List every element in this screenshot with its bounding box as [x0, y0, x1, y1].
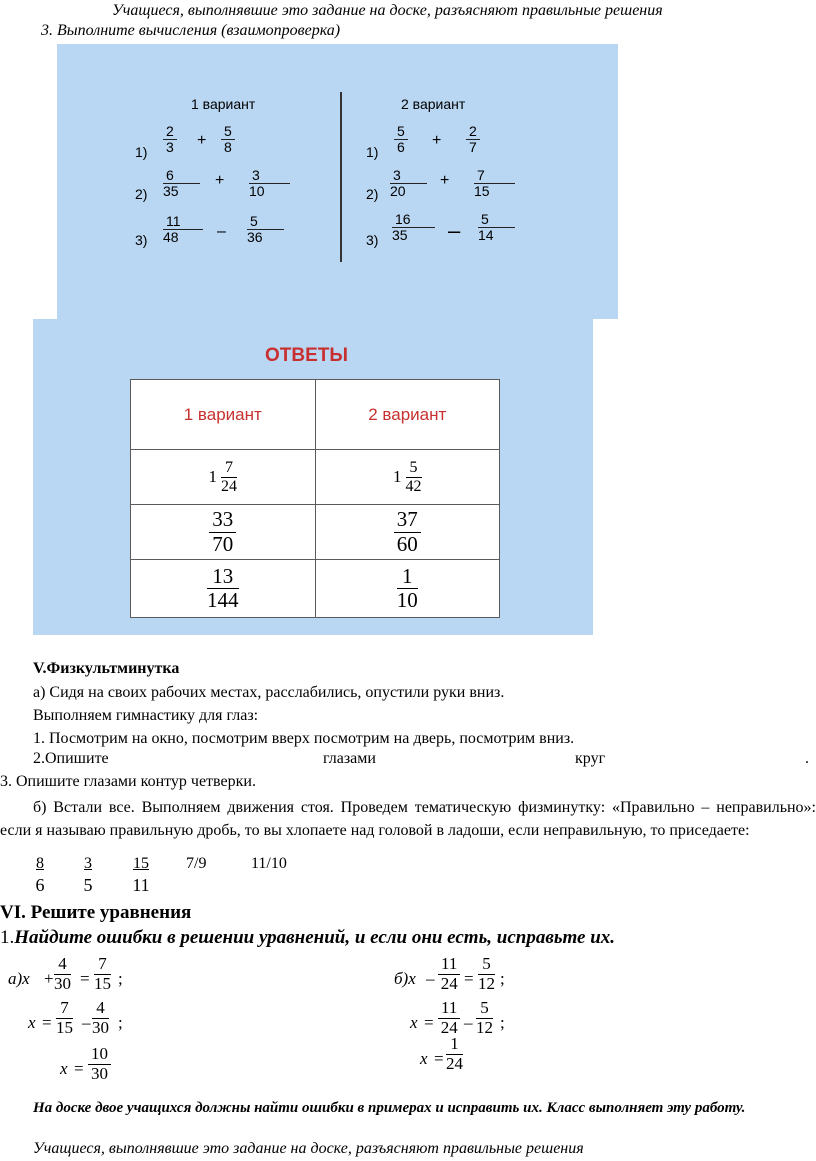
example-fraction: 15 11: [132, 855, 150, 895]
equation-a: а)x + $\frac{4}{30}$ = $\frac{7}{15}$ ; x = $\frac{7}{15}$ – $\frac{4}{30}$ ; x = $\frac{10}{30}$: [8, 954, 123, 1083]
footer-line: Учащиеся, выполнявшие это задание на доске, разъясняют правильные решения: [33, 1140, 584, 1157]
fraction-examples: [33, 855, 333, 897]
fraction: $\frac{6}{35}$: [163, 168, 200, 200]
answer-cell: $\frac{1}{10}$: [315, 560, 500, 618]
equation-b: б)x – $\frac{11}{24}$ = $\frac{5}{12}$ ; x = $\frac{11}{24}$ – $\frac{5}{12}$ ; x = $\frac{1}{24}$: [394, 954, 505, 1073]
variant-divider: [340, 92, 342, 262]
section6-task: 1.Найдите ошибки в решении уравнений, и если они есть, исправьте их.: [0, 927, 616, 948]
example-fraction-inline: 7/9: [186, 855, 207, 872]
tasks-panel: [57, 44, 618, 319]
answer-cell: $\frac{37}{60}$: [315, 505, 500, 560]
fraction: $\frac{3}{20}$: [390, 168, 427, 200]
answer-cell: 1 $\frac{5}{42}$: [315, 450, 500, 505]
fraction: $\frac{11}{48}$: [163, 214, 203, 246]
answers-table: [130, 379, 500, 618]
section5-b: б) Встали все. Выполняем движения стоя. Проведем тематическую физминутку: «Правильно – неправильно»: если я называю правильную дробь, то вы хлопаете над головой в ладоши, если неправильную, то приседаете:: [0, 799, 816, 839]
table-header-variant2: 2 вариант: [315, 380, 500, 450]
variant1-title: 1 вариант: [191, 96, 256, 112]
operator: +: [215, 172, 225, 189]
section5-title: V.Физкультминутка: [33, 660, 180, 677]
section5-step3: 3. Опишите глазами контур четверки.: [0, 773, 256, 790]
section5-step1: 1. Посмотрим на окно, посмотрим вверх посмотрим на дверь, посмотрим вниз.: [33, 730, 575, 747]
variant2-title: 2 вариант: [401, 96, 466, 112]
answers-panel: [33, 319, 593, 635]
fraction: $\frac{7}{15}$: [474, 168, 515, 200]
section6-title: VI. Решите уравнения: [0, 902, 192, 923]
task-label: 1): [135, 144, 148, 160]
answer-cell: $\frac{33}{70}$: [131, 505, 316, 560]
fraction: $\frac{16}{35}$: [392, 212, 435, 244]
header-line: Учащиеся, выполнявшие это задание на доске, разъясняют правильные решения: [112, 2, 663, 19]
fraction: $\frac{5}{8}$: [221, 124, 235, 156]
fraction: $\frac{5}{14}$: [478, 212, 515, 244]
task-label: 2): [366, 186, 379, 202]
task-label: 1): [366, 144, 379, 160]
section5-eyes: Выполняем гимнастику для глаз:: [33, 707, 259, 724]
fraction: $\frac{5}{6}$: [394, 124, 408, 156]
fraction: $\frac{2}{3}$: [163, 124, 177, 156]
section6-note: На доске двое учащихся должны найти ошибки в примерах и исправить их. Класс выполняет эту работу.: [33, 1100, 746, 1116]
task3-title: 3. Выполните вычисления (взаимопроверка): [41, 22, 341, 39]
task-label: 3): [366, 232, 379, 248]
operator: –: [217, 223, 226, 240]
answer-cell: $\frac{13}{144}$: [131, 560, 316, 618]
example-fraction: 8 6: [35, 855, 45, 895]
operator: +: [197, 132, 207, 149]
answers-title: ОТВЕТЫ: [265, 345, 348, 366]
fraction: $\frac{2}{7}$: [466, 124, 480, 156]
operator: +: [432, 132, 442, 149]
fraction: $\frac{5}{36}$: [247, 214, 284, 246]
operator: +: [440, 172, 450, 189]
fraction: $\frac{3}{10}$: [249, 168, 290, 200]
example-fraction: 3 5: [83, 855, 93, 895]
example-fraction-inline: 11/10: [251, 855, 287, 872]
task-label: 2): [135, 186, 148, 202]
operator: –: [448, 218, 461, 243]
answer-cell: 1 $\frac{7}{24}$: [131, 450, 316, 505]
section5-a: а) Сидя на своих рабочих местах, расслабились, опустили руки вниз.: [33, 684, 505, 701]
table-header-variant1: 1 вариант: [131, 380, 316, 450]
task-label: 3): [135, 232, 148, 248]
